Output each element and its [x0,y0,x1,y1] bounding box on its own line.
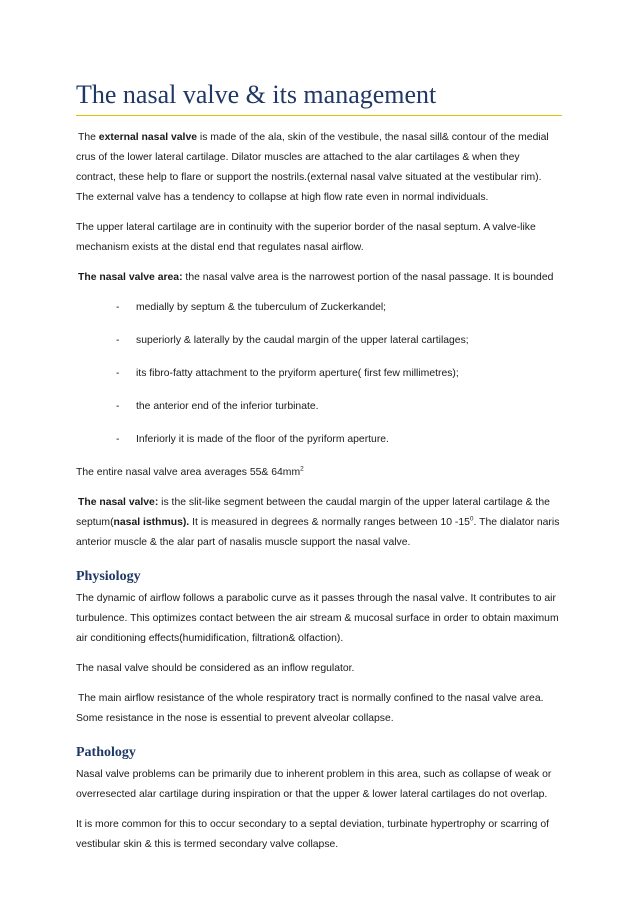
list-item-text: its fibro-fatty attachment to the pryiform aperture( first few millimetres); [136,368,459,379]
paragraph-valve-area-average [76,463,562,483]
list-item-text: Inferiorly it is made of the floor of the pyriform aperture. [136,434,389,445]
p5-text-3: . The dialator naris anterior muscle & the alar part of nasalis muscle support the nasal valve. [76,517,560,548]
p1-bold-term: external nasal valve [98,132,197,143]
paragraph-physiology-3: The main airflow resistance of the whole respiratory tract is normally confined to the nasal valve area. Some resistance in the nose is essential to prevent alveolar collapse. [76,693,544,724]
list-item [76,331,562,351]
p4-text: The entire nasal valve area averages 55& 64mm [76,467,301,478]
p1-text: is made of the ala, skin of the vestibule, the nasal sill& contour of the medial crus of the lower lateral cartilage. Dilator muscles are attached to the alar cartilages & when they contract, these help to flare or support the nostrils.(external nasal valve situated at the vestibular rim). The external valve has a tendency to collapse at high flow rate even in normal individuals. [76,132,549,203]
paragraph-valve-area [76,268,562,288]
p3-text: the nasal valve area is the narrowest portion of the nasal passage. It is bounded [182,272,554,283]
list-item [76,430,562,450]
paragraph-external-valve [76,128,562,208]
p4-superscript: 2 [300,465,304,473]
p1-lead: The [78,132,99,143]
p3-bold-term: The nasal valve area: [78,272,183,283]
dash-marker: - [116,401,120,412]
paragraph-pathology-2: It is more common for this to occur secondary to a septal deviation, turbinate hypertrophy or scarring of vestibular skin & this is termed secondary valve collapse. [76,819,549,850]
dash-marker: - [116,368,120,379]
paragraph-physiology-2: The nasal valve should be considered as an inflow regulator. [76,663,355,674]
paragraph-nasal-valve [76,493,562,553]
p5-bold-term: The nasal valve: [78,497,159,508]
p5-bold-isthmus: nasal isthmus). [113,517,190,528]
heading-physiology: Physiology [76,569,141,584]
dash-marker: - [116,302,120,313]
dash-marker: - [116,434,120,445]
p5-text-1: is the slit-like segment between the caudal margin of the upper lateral cartilage & the septum( [76,497,550,528]
list-item-text: the anterior end of the inferior turbinate. [136,401,319,412]
paragraph-pathology-1: Nasal valve problems can be primarily due to inherent problem in this area, such as collapse of weak or overresected alar cartilage during inspiration or that the upper & lower lateral cartilages do not overlap. [76,769,552,800]
list-item [76,397,562,417]
list-item-text: superiorly & laterally by the caudal margin of the upper lateral cartilages; [136,335,469,346]
dash-marker: - [116,335,120,346]
list-item-text: medially by septum & the tuberculum of Zuckerkandel; [136,302,387,313]
list-item [76,298,562,318]
page-title: The nasal valve & its management [76,80,437,109]
p5-text-2: It is measured in degrees & normally ranges between 10 -15 [189,517,470,528]
p5-superscript: 0 [469,515,474,523]
paragraph-upper-lateral: The upper lateral cartilage are in continuity with the superior border of the nasal septum. A valve-like mechanism exists at the distal end that regulates nasal airflow. [76,222,536,253]
heading-pathology: Pathology [76,745,136,760]
title-underline [76,115,562,116]
list-item [76,364,562,384]
bounds-list [76,298,562,450]
paragraph-physiology-1: The dynamic of airflow follows a parabolic curve as it passes through the nasal valve. It contributes to air turbulence. This optimizes contact between the air stream & mucosal surface in order to obtain maximum air conditioning effects(humidification, filtration& olfaction). [76,593,559,644]
